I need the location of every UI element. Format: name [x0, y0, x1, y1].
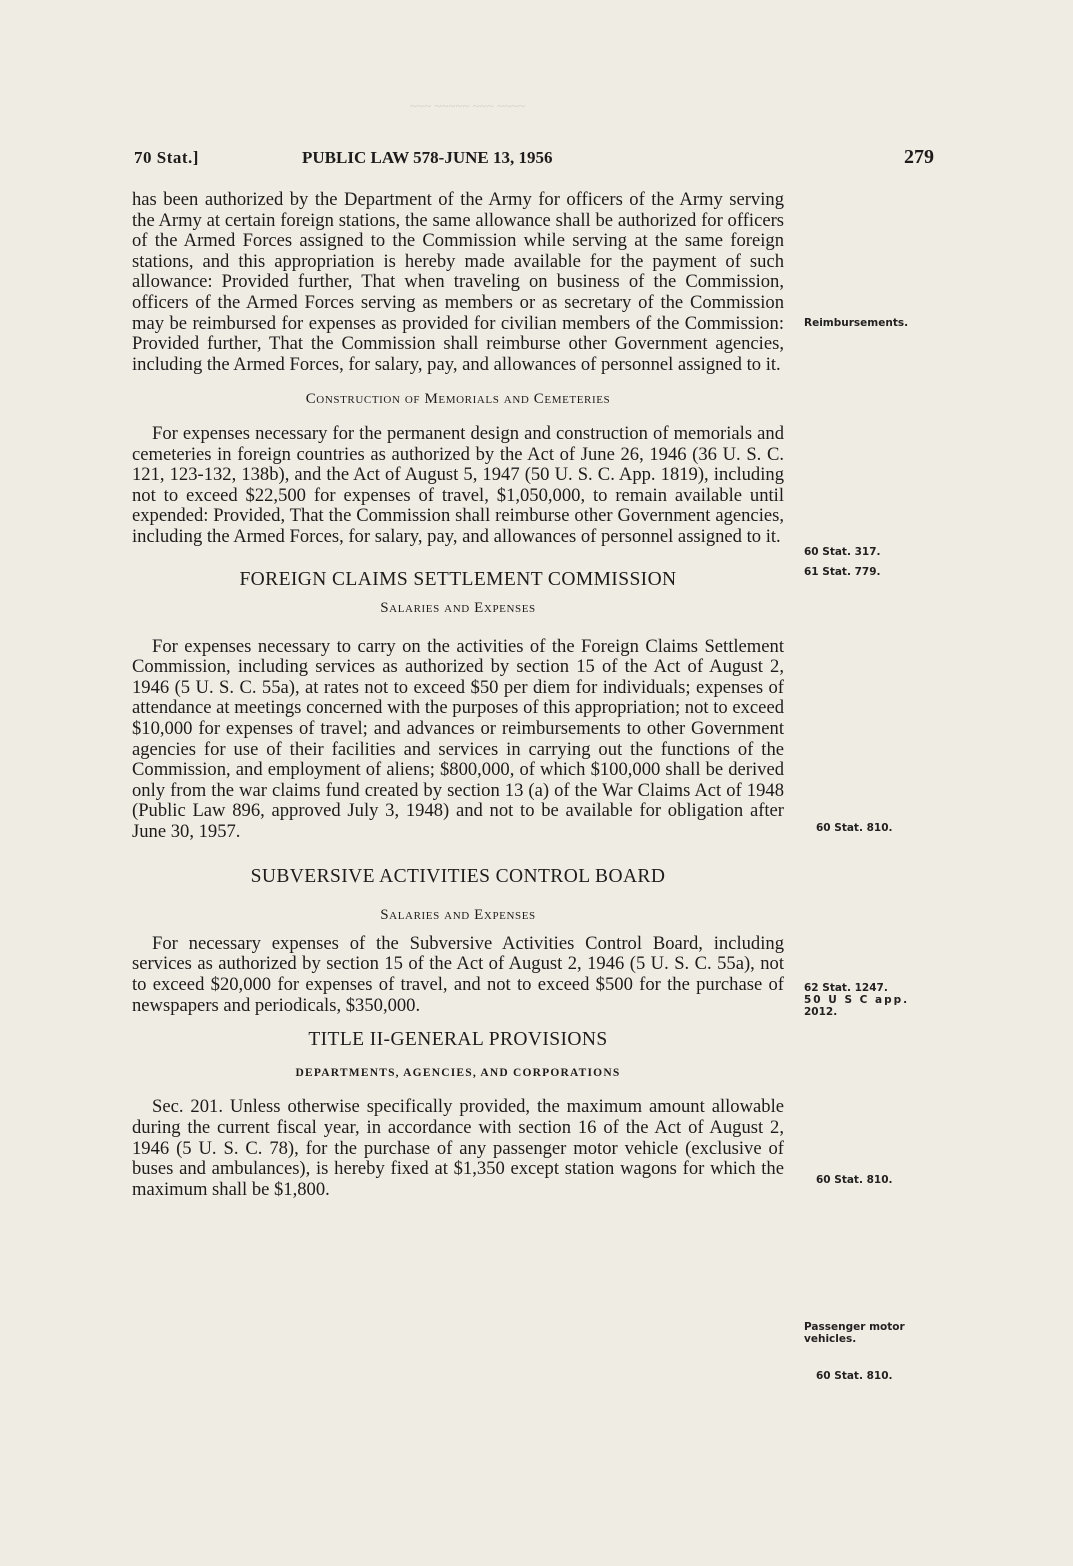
margin-note-60-stat-317: 60 Stat. 317.	[804, 546, 881, 558]
memorials-heading: Construction of Memorials and Cemeteries	[305, 391, 611, 408]
margin-note-62-stat-1247: 62 Stat. 1247.	[804, 982, 888, 994]
sacb-paragraph: For necessary expenses of the Subversive Activities Control Board, including services as authorized by section 15 of the Act of August 2, 1946 (5 U. S. C. 55a), not to exceed $20,000 for expenses of travel, and not to exceed $500 for the purchase of newspapers and periodicals, $350,000.	[132, 932, 784, 1016]
margin-note-60-stat-810-b: 60 Stat. 810.	[816, 1174, 893, 1186]
fcsc-heading: FOREIGN CLAIMS SETTLEMENT COMMISSION	[239, 568, 677, 590]
bleed-through-text: ~~~ ~~~~~ ~~~ ~~~~	[410, 98, 526, 113]
margin-note-60-stat-810-a: 60 Stat. 810.	[816, 822, 893, 834]
margin-note-2012: 2012.	[804, 1006, 838, 1018]
margin-note-61-stat-779: 61 Stat. 779.	[804, 566, 881, 578]
margin-note-60-stat-810-c: 60 Stat. 810.	[816, 1370, 893, 1382]
sec201-paragraph: Sec. 201. Unless otherwise specifically provided, the maximum amount allowable during the current fiscal year, in accordance with section 16 of the Act of August 2, 1946 (5 U. S. C. 78), for the purchase of any passenger motor vehicle (exclusive of buses and ambulances), is hereby fixed at $1,350 except station wagons for which the maximum shall be $1,800.	[132, 1096, 784, 1200]
sacb-heading: SUBVERSIVE ACTIVITIES CONTROL BOARD	[250, 865, 666, 887]
body-column	[132, 190, 784, 1200]
sacb-subheading: Salaries and Expenses	[380, 907, 536, 924]
memorials-paragraph: For expenses necessary for the permanent design and construction of memorials and cemeteries in foreign countries as authorized by the Act of June 26, 1946 (36 U. S. C. 121, 123-132, 138b), and the Act of August 5, 1947 (50 U. S. C. App. 1819), including not to exceed $22,500 for expenses of travel, $1,050,000, to remain available until expended: Provided, That the Commission shall reimburse other Government agencies, including the Armed Forces, for salary, pay, and allowances of personnel assigned to it.	[132, 422, 784, 547]
title2-subheading: DEPARTMENTS, AGENCIES, AND CORPORATIONS	[295, 1066, 621, 1079]
margin-note-usc-app: 50 U S C app.	[804, 994, 910, 1006]
running-head	[134, 148, 934, 174]
margin-note-passenger-vehicles: Passenger motor vehicles.	[804, 1321, 905, 1345]
title2-heading: TITLE II-GENERAL PROVISIONS	[308, 1029, 608, 1051]
page-number: 279	[904, 146, 934, 168]
volume-label: 70 Stat.]	[134, 148, 199, 167]
continuation-paragraph: has been authorized by the Department of the Army for officers of the Army serving the Army at certain foreign stations, the same allowance shall be authorized for officers of the Armed Forces assigned to the Commission while serving at the same foreign stations, and this appropriation is hereby made available for the payment of such allowance: Provided further, That when traveling on business of the Commission, officers of the Armed Forces serving as members or as secretary of the Commission may be reimbursed for expenses as provided for civilian members of the Commission: Provided further, That the Commission shall reimburse other Government agencies, including the Armed Forces, for salary, pay, and allowances of personnel assigned to it.	[132, 189, 784, 375]
margin-note-reimbursements: Reimbursements.	[804, 317, 909, 329]
fcsc-paragraph: For expenses necessary to carry on the activities of the Foreign Claims Settlement Commission, including services as authorized by section 15 of the Act of August 2, 1946 (5 U. S. C. 55a), at rates not to exceed $50 per diem for individuals; expenses of attendance at meetings concerned with the purposes of this appropriation; not to exceed $10,000 for expenses of travel; and advances or reimbursements to other Government agencies for use of their facilities and services in carrying out the functions of the Commission, and employment of aliens; $800,000, of which $100,000 shall be derived only from the war claims fund created by section 13 (a) of the War Claims Act of 1948 (Public Law 896, approved July 3, 1948) and not to be available for obligation after June 30, 1957.	[132, 635, 784, 843]
fcsc-subheading: Salaries and Expenses	[380, 600, 536, 617]
law-title: PUBLIC LAW 578-JUNE 13, 1956	[302, 148, 553, 167]
